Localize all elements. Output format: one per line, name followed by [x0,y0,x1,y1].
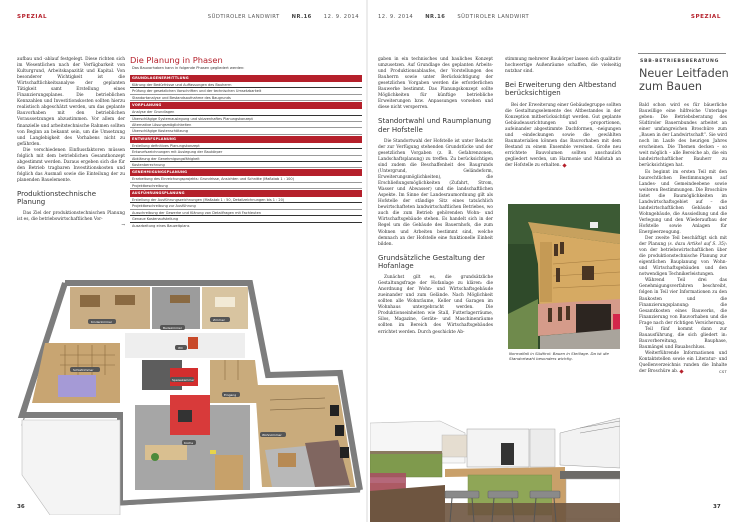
phases-box [130,56,362,229]
phases-title: Die Planung in Phasen [130,55,223,65]
publication-name: SÜDTIROLER LANDWIRT [207,14,280,20]
phase-item: Erarbeitung des Einreichungsprojekts: Grundrisse, Ansichten und Schnitte (Maßstab 1 : 100) [130,176,362,182]
svg-text:Eingang: Eingang [224,392,237,397]
phase-item: Genaue Kostenaufstellung [130,216,362,222]
right-article-column-2 [505,57,621,169]
body-paragraph: gaben in ein technisches und bauliches Konzept umzusetzen. Auf Grundlage des geplanten Arbeits- und Produktionsablaufes, der Vorstellungen des Bauherrn sowie unter Berücksichtigung der gesetzlichen Vorgaben werden die erforderlichen Bauwerke bestimmt. Das Planungskonzept sollte Möglichkeiten für künftige betriebliche Erweiterungen bzw. Anpassungen vorsehen und diese nicht versperren. [378,57,493,111]
section-heading: Standortwahl und Raumplanung der Hofstelle [378,117,492,134]
svg-text:Badezimmer: Badezimmer [163,325,182,330]
body-paragraph: aufbau und -ablauf festgelegt. Diese richten sich im Wesentlichen nach der Verfügbarkeit von Kulturgrund, Arbeitskapazität und Kapital. Von besonderer Wichtigkeit ist die Wirtschaftlichkeitsanalyse der geplanten Tätigkeit samt Erstellung eines Finanzierungsplanes. Die betrieblichen Kennzahlen und Investitionskosten sollten hierzu realistisch abgeschätzt werden, um das geplante Bauvorhaben mit den betrieblichen Voraussetzungen abzustimmen. Vor allem der finanzielle und arbeitstechnische Rahmen sollten von Beginn an bekannt sein, um die Umsetzung und Langlebigkeit des Vorhabens nicht zu gefährden. [17,57,125,147]
phase-item: Prüfung der gesetzlichen Vorschriften und der technischen Umsetzbarkeit [130,88,362,94]
author-initials: CST [719,370,727,375]
phase-item: Ausarbeitung eines Bauzeitplans [132,223,190,228]
phase-heading: AUSFÜHRUNGSPLANUNG [130,190,362,197]
issue-number: NR.16 [425,14,446,20]
phase-item: Projektbeschreibung zur Ausführung [130,203,362,209]
section-heading: Produktionstechnische Planung [17,189,97,207]
phase-item: Kostenberechnung [130,162,362,168]
svg-text:Wohnzimmer: Wohnzimmer [262,432,282,437]
svg-text:Küche: Küche [184,440,194,445]
svg-text:Kinderzimmer: Kinderzimmer [91,319,113,324]
issue-number: NR.16 [291,14,312,20]
page-number: 36 [17,504,25,510]
sidebar-kicker: SBB-BETRIEBSBERATUNG [640,59,720,64]
phase-heading: VORPLANUNG [130,102,362,109]
left-article-column [17,57,125,230]
section-heading: Bei Erweiterung den Altbestand berücksichtigen [505,81,617,98]
house-photo [508,204,620,349]
right-rubric: SPEZIAL [690,14,721,20]
right-article-column-1 [378,57,493,336]
kitchen-illustration [370,393,620,522]
phase-item: Projektbeschreibung [130,183,362,189]
body-paragraph: Es beginnt im ersten Teil mit den baurechtlichen Bestimmungen auf Landes- und Gemeindeebene sowie weiteren Bestimmungen. Die Broschüre listet die Baumöglichkeiten im Landwirtschaftsgebiet auf – die landwirtschaftlichen Gebäude und Wohngebäude, die Aussiedlung und die Verlegung und den Wiederaufbau der Hofstelle sowie Anlagen für Energieerzeugung. [639,169,727,235]
body-paragraph: Die Standortwahl der Hofstelle ist unter Bedacht der zur Verfügung stehenden Grundstücke und der gesetzlichen Vorgaben (z. B. Gefahrenzonen, Landschaftsplanung) zu treffen. Zu berücksichtigen sind zudem die Beschaffenheit des Baugrunds (Untergrund, Geländeform, Erweiterungsmöglichkeiten), die Erschließungsmöglichkeiten (Zufahrt, Strom, Wasser und Abwasser) und die landschaftlichen Aspekte. Im Sinne der Landesraumordnung gilt als Hofstelle der ständige Sitz eines tatsächlich bewirtschafteten landwirtschaftlichen Betriebes, wo auch die zum Betrieb gehörenden Wohn- und Wirtschaftsgebäude stehen. Es handelt sich in der Regel um die Gebäude des Bauernhofs, die zum Wohnen und Arbeiten bestimmt sind, welche demnach an der Hofstelle eine funktionelle Einheit bilden. [378,138,493,247]
section-heading: Grundsätzliche Gestaltung der Hofanlage [378,253,485,270]
sidebar-title: Neuer Leitfaden zum Bauen [639,67,729,93]
end-mark-icon [562,163,566,167]
phase-item: Überschlägige Systemauslegung und skizzenhaftes Planungskonzept [130,116,362,122]
page-number: 37 [713,504,721,510]
phase-heading: GRUNDLAGENERMITTLUNG [130,75,362,82]
svg-text:WC: WC [178,345,184,350]
phase-item: Entwurfszeichnungen mit Auslegung der Baukörper [130,149,362,155]
phase-item: Standortanalyse und Bestandsaufnahme des Baugrunds [130,95,362,101]
publication-name: SÜDTIROLER LANDWIRT [457,14,530,20]
floorplan-illustration [10,275,366,515]
right-running-head [378,14,529,20]
phase-item: Alternative Lösungsmöglichkeiten [130,122,362,128]
left-running-head [208,14,359,20]
body-paragraph: Das Ziel der produktionstechnischen Planung ist es, die betriebswirtschaftlichen Vor- [17,211,125,223]
svg-text:Zimmer: Zimmer [213,317,225,322]
phase-item: Klärung der Bedürfnisse und Auffassungen des Bauherrn [130,82,362,88]
sidebar-top-rule [638,53,726,54]
phase-heading: GENEHMIGUNGSPLANUNG [130,169,362,176]
end-mark-icon [680,369,684,373]
svg-text:Speisekammer: Speisekammer [172,377,195,382]
phase-item: Erstellung der Ausführungszeichnungen (Maßstab 1 : 50, Detailzeichnungen bis 1 : 20) [130,197,362,203]
svg-text:Schlafzimmer: Schlafzimmer [73,367,94,372]
phase-item: Abklärung der Genehmigungsfähigkeit [130,156,362,162]
issue-date: 12. 9. 2014 [323,14,359,20]
body-paragraph: Bald schon wird es für bäuerliche Bauwillige eine hilfreiche Unterlage geben: Die Betriebsberatung des Südtiroler Bauernbundes arbeitet an einer umfangreichen Broschüre zum „Bauen in der Landwirtschaft“. Sie wird noch im Laufe des heurigen Jahres erscheinen. Die Themen decken – so weit möglich – alle Bereiche ab, die ein landwirtschaftlicher Bauherr zu berücksichtigen hat. [639,103,727,169]
phase-item: Ausschreibung der Gewerke und Klärung von Detailfragen mit Fachleuten [130,210,362,216]
phase-item: Überschlägige Kostenschätzung [130,128,362,134]
phases-intro: Das Bauvorhaben kann in folgende Phasen gegliedert werden: [132,66,245,70]
article-reference: (s. dazu Artikel auf S. 35) [667,242,726,248]
body-paragraph: Die verschiedenen Einflussfaktoren müssen folglich mit dem betrieblichen Gesamtkonzept abgestimmt werden. Daraus ergeben sich die für den Betrieb tragbaren Investitionskosten und folglich das Ausmaß sowie die Einteilung der zu planenden Bauelemente. [17,147,125,183]
left-rubric: SPEZIAL [17,14,48,20]
body-paragraph: Zunächst gilt es, die grundsätzliche Gestaltungsfrage der Hofanlage zu klären: die Anordnung der Wohn- und Wirtschaftsgebäude zueinander und zum Gelände. Nach Möglichkeit sollten alle Wohnräume, Keller und Garagen im Wohnhaus untergebracht werden. Die Produktionseinheiten wie Stall, Futterlagerräume, Silos, Magazine, Geräte- und Maschinenräume sollten im Bereich des Wirtschaftsgebäudes errichtet werden. Durch geschickte Ab- [378,275,493,335]
body-paragraph: Während Teil drei das Genehmigungsverfahren beschreibt, folgen in Teil vier Informationen zu den Baukosten und die Finanzierungsplanung: die Gesamtkosten eines Bauwerks, die Finanzierung von Bauvorhaben und die Frage nach der richtigen Versicherung. [639,278,727,326]
phase-item: Erstellung definitives Planungskonzept [130,143,362,149]
photo-caption: Normalfall in Südtirol: Bauen in Steillage. Da ist die Standortwahl besonders wichtig. [509,351,609,361]
sidebar-body: Bald schon wird es für bäuerliche Bauwillige eine hilfreiche Unterlage geben: Die Betriebsberatung des Südtiroler Bauernbundes arbeitet an einer umfangreichen Broschüre zum „Bauen in der Landwirtschaft“. Sie wird noch im Laufe des heurigen Jahres erscheinen. Die Themen decken – so weit möglich – alle Bereiche ab, die ein landwirtschaftlicher Bauherr zu berücksichtigen hat. Es beginnt im ersten Teil mit den baurechtlichen Bestimmungen auf Landes- und Gemeindeebene sowie weiteren Bestimmungen. Die Broschüre listet die Baumöglichkeiten im Landwirtschaftsgebiet auf – die landwirtschaftlichen Gebäude und Wohngebäude, die Aussiedlung und die Verlegung und den Wiederaufbau der Hofstelle sowie Anlagen für Energieerzeugung. Der zweite Teil beschäftigt sich mit der Planung (s. dazu Artikel auf S. 35): von der betriebswirtschaftlichen über die produktionstechnische Planung zur eigentlichen Bauplanung von Wohn- und Wirtschaftsgebäuden und den notwendigen Technikerleistungen. Während Teil drei das Genehmigungsverfahren beschreibt, folgen in Teil vier Informationen zu den Baukosten und die Finanzierungsplanung: die Gesamtkosten eines Bauwerks, die Finanzierung von Bauvorhaben und die Frage nach der richtigen Versicherung. Teil fünf kommt dann zur Bauausführung, die sich gliedert in: Bauvorbereitung, Bauphase, Baumängel und Bauabschluss. Weiterführende Informationen und Kontaktstellen sowie ein Literatur- und Quellenverzeichnis runden die Inhalte der Broschüre ab. CST [639,103,728,375]
body-paragraph: Teil fünf kommt dann zur Bauausführung, die sich gliedert in: Bauvorbereitung, Bauphase, Baumängel und Bauabschluss. [639,326,727,350]
continue-arrow-icon: → [121,223,125,229]
body-paragraph: Bei der Erweiterung einer Gebäudegruppe sollten die Gestaltungselemente des Altbestandes in der Konzeption mitberücksichtigt werden. Gut geplante Gebäudeausrichtungen und -proportionen, aufeinander abgestimmte Dachformen, -neigungen und -eindeckungen sowie die gewählten Baumaterialien können das Bauvorhaben mit dem Bestand zu einem Ensemble vereinen. Große neu errichtete Bauvolumen sollten anschaulich gegliedert werden, um Harmonie und Maßstab an der Hofstelle zu erhalten. [505,102,621,169]
phase-item: Analyse der Grundlagen [130,109,362,115]
body-paragraph: Weiterführende Informationen und Kontaktstellen sowie ein Literatur- und Quellenverzeichnis runden die Inhalte der Broschüre ab. [639,350,727,375]
issue-date: 12. 9. 2014 [378,14,414,20]
left-page [0,0,367,522]
phase-heading: ENTWURFSPLANUNG [130,136,362,143]
body-paragraph: stimmung mehrerer Baukörper lassen sich qualitativ hochwertige Außenräume schaffen, die vielseitig nutzbar sind. [505,57,621,75]
